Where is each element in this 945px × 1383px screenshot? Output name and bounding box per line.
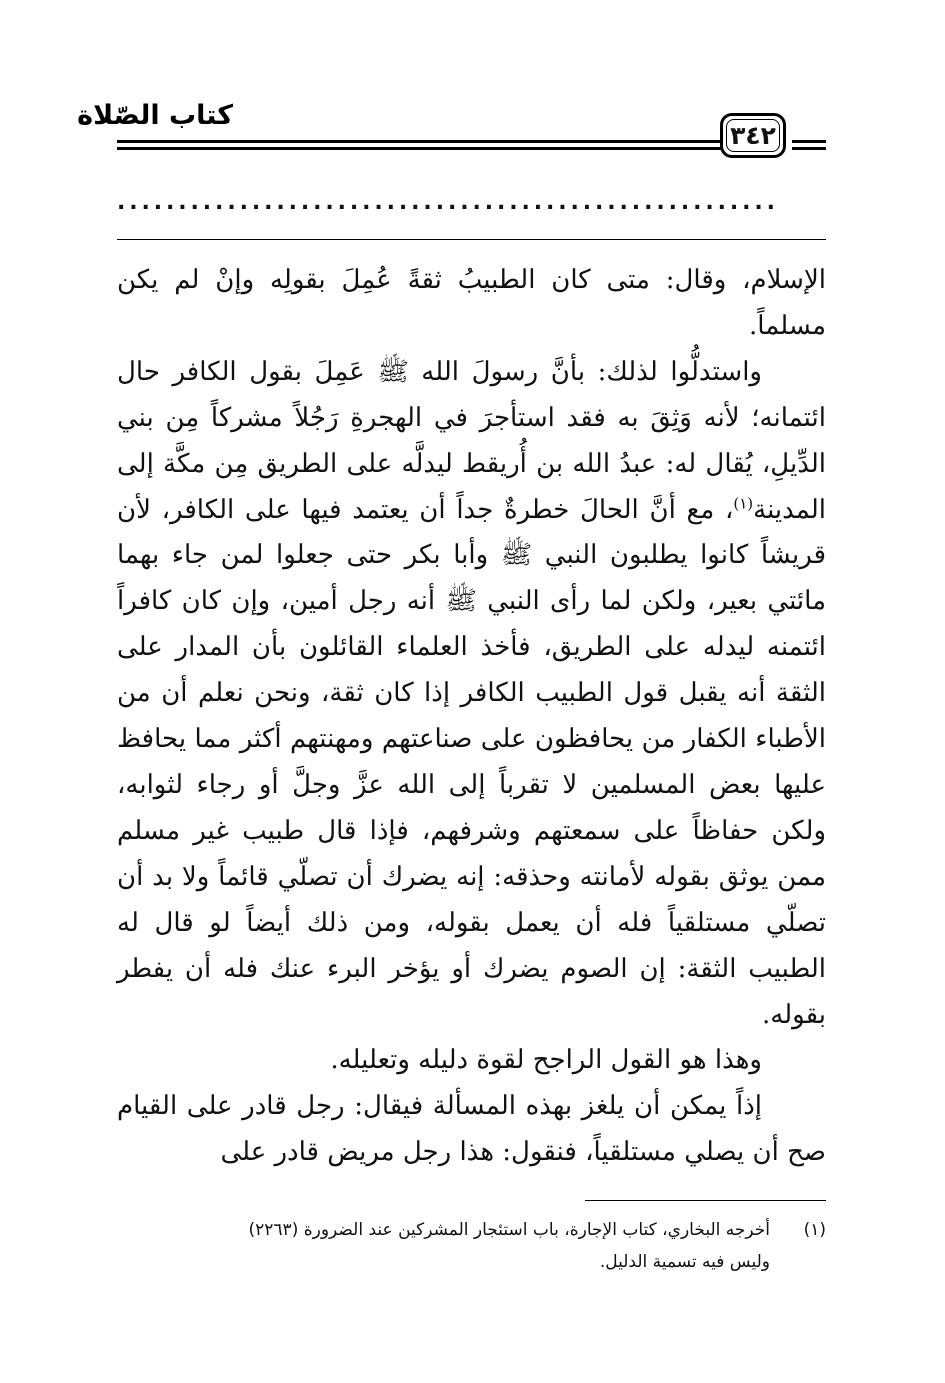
- footnotes: [117, 1214, 826, 1278]
- page-number: ٣٤٢: [730, 121, 776, 150]
- header-rule: [117, 147, 721, 150]
- footnote-marker: (١): [803, 1220, 826, 1240]
- main-text: [117, 258, 826, 1176]
- paragraph-text: ، مع أنَّ الحالَ خطرةٌ جداً أن يعتمد فيها على الكافر، لأن قريشاً كانوا يطلبون النبي ﷺ وأبا بكر حتى جعلوا لمن جاء بهما مائتي بعير، ولكن لما رأى النبي ﷺ أنه رجل أمين، وإن كان كافراً ائتمنه ليدله على الطريق، فأخذ العلماء القائلون بأن المدار على الثقة أنه يقبل قول الطبيب الكافر إذا كان ثقة، ونحن نعلم أن من الأطباء الكفار من يحافظون على صناعتهم ومهنتهم أكثر مما يحافظ عليها بعض المسلمين لا تقرباً إلى الله عزَّ وجلَّ أو رجاء لثوابه، ولكن حفاظاً على سمعتهم وشرفهم، فإذا قال طبيب غير مسلم ممن يوثق بقوله لأمانته وحذقه: إنه يضرك أن تصلّي قائماً ولا بد أن تصلّي مستلقياً فله أن يعمل بقوله، ومن ذلك أيضاً لو قال له الطبيب الثقة: إن الصوم يضرك أو يؤخر البرء عنك فله أن يفطر بقوله.: [117, 494, 827, 1030]
- paragraph: الإسلام، وقال: متى كان الطبيبُ ثقةً عُمِلَ بقولِه وإنْ لم يكن مسلماً.: [117, 265, 826, 341]
- header-rule: [792, 147, 826, 150]
- header-rule: [117, 140, 721, 143]
- paragraph-text: واستدلُّوا لذلك: بأنَّ رسولَ الله ﷺ عَمِلَ بقول الكافر حال ائتمانه؛ لأنه وَثِقَ به فقد استأجرَ في الهجرةِ رَجُلاً مشركاً مِن بني الدِّيلِ، يُقال له: عبدُ الله بن أُريقط ليدلَّه على الطريق مِن مكَّة إلى المدينة: [117, 356, 826, 525]
- top-divider: [117, 239, 826, 240]
- footnote-continuation: وليس فيه تسمية الدليل.: [599, 1252, 770, 1272]
- paragraph: [117, 350, 826, 1039]
- paragraph: وهذا هو القول الراجح لقوة دليله وتعليله.: [330, 1045, 762, 1076]
- separator-dots: ......................................................: [117, 190, 779, 215]
- paragraph: إذاً يمكن أن يلغز بهذه المسألة فيقال: رجل قادر على القيام صح أن يصلي مستلقياً، فنقول: هذا رجل مريض قادر على: [117, 1091, 826, 1168]
- footnote-reference: (١): [733, 493, 754, 512]
- page-number-frame: [720, 113, 786, 158]
- footnote: [117, 1214, 826, 1246]
- footnote-rule: [585, 1200, 826, 1201]
- book-title: كتاب الصّلاة: [77, 100, 233, 131]
- footnote-text: أخرجه البخاري، كتاب الإجارة، باب استئجار المشركين عند الضرورة (٢٢٦٣): [248, 1220, 770, 1240]
- header-rule: [792, 140, 826, 143]
